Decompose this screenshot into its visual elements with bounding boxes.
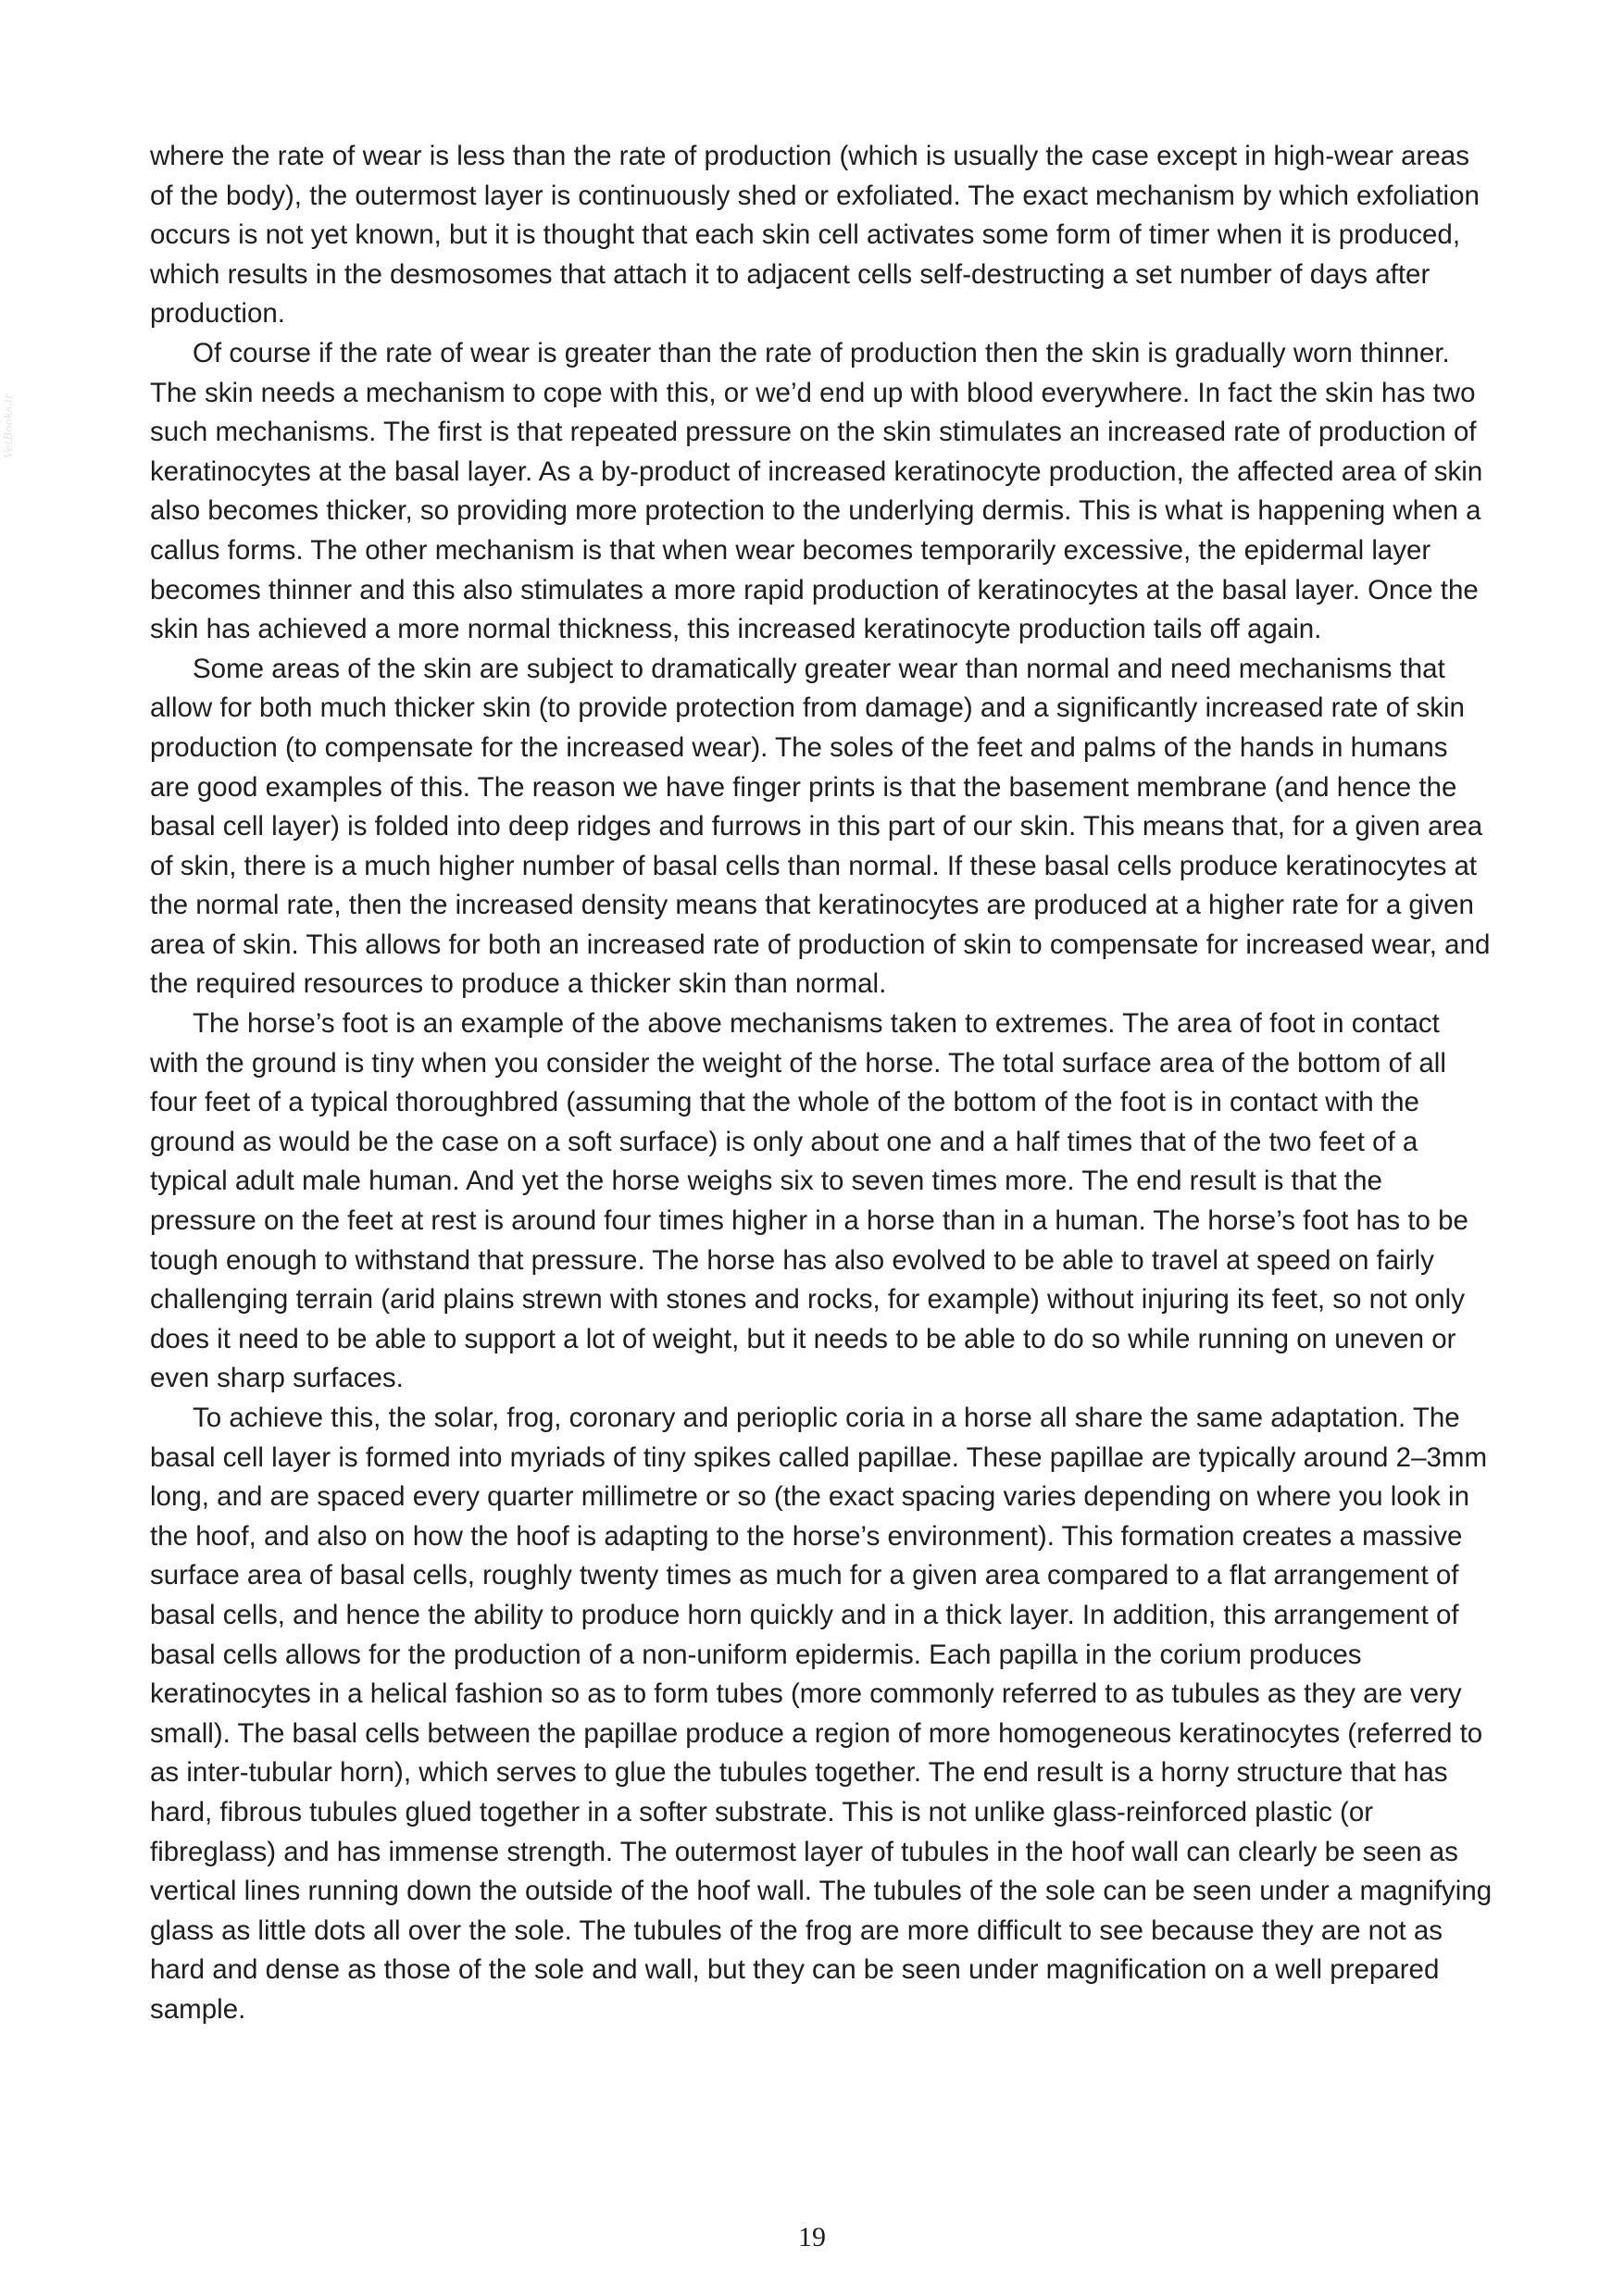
paragraph: Some areas of the skin are subject to dramatically greater wear than normal and need mechanisms that allow for both much thicker skin (to provide protection from damage) and a significantly increased rate of skin production (to compensate for the increased wear). The soles of the feet and palms of the hands in humans are good examples of this. The reason we have finger prints is that the basement membrane (and hence the basal cell layer) is folded into deep ridges and furrows in this part of our skin. This means that, for a given area of skin, there is a much higher number of basal cells than normal. If these basal cells produce keratinocytes at the normal rate, then the increased density means that keratinocytes are produced at a higher rate for a given area of skin. This allows for both an increased rate of production of skin to compensate for increased wear, and the required resources to produce a thicker skin than normal. [150,653,1491,1000]
page-number: 19 [798,2222,826,2252]
paragraph: The horse’s foot is an example of the above mechanisms taken to extremes. The area of foot in contact with the ground is tiny when you consider the weight of the horse. The total surface area of the bottom of all four feet of a typical thoroughbred (assuming that the whole of the bottom of the foot is in contact with the ground as would be the case on a soft surface) is only about one and a half times that of the two feet of a typical adult male human. And yet the horse weighs six to seven times more. The end result is that the pressure on the feet at rest is around four times higher in a horse than in a human. The horse’s foot has to be tough enough to withstand that pressure. The horse has also evolved to be able to travel at speed on fairly challenging terrain (arid plains strewn with stones and rocks, for example) without injuring its feet, so not only does it need to be able to support a lot of weight, but it needs to be able to do so while running on uneven or even sharp surfaces. [150,1008,1468,1394]
paragraph: To achieve this, the solar, frog, coronary and perioplic coria in a horse all share the same adaptation. The basal cell layer is formed into myriads of tiny spikes called papillae. These papillae are typically around 2–3mm long, and are spaced every quarter millimetre or so (the exact spacing varies depending on where you look in the hoof, and also on how the hoof is adapting to the horse’s environment). This formation creates a massive surface area of basal cells, roughly twenty times as much for a given area compared to a flat arrangement of basal cells, and hence the ability to produce horn quickly and in a thick layer. In addition, this arrangement of basal cells allows for the production of a non-uniform epidermis. Each papilla in the corium produces keratinocytes in a helical fashion so as to form tubes (more commonly referred to as tubules as they are very small). The basal cells between the papillae produce a region of more homogeneous keratinocytes (referred to as inter-tubular horn), which serves to glue the tubules together. The end result is a horny structure that has hard, fibrous tubules glued together in a softer substrate. This is not unlike glass-reinforced plastic (or fibreglass) and has immense strength. The outermost layer of tubules in the hoof wall can clearly be seen as vertical lines running down the outside of the hoof wall. The tubules of the sole can be seen under a magnifying glass as little dots all over the sole. The tubules of the frog are more difficult to see because they are not as hard and dense as those of the sole and wall, but they can be seen under magnification on a well prepared sample. [150,1403,1493,2025]
paragraph-continued: where the rate of wear is less than the rate of production (which is usually the case except in high-wear areas of the body), the outermost layer is continuously shed or exfoliated. The exact mechanism by which exfoliation occurs is not yet known, but it is thought that each skin cell activates some form of timer when it is produced, which results in the desmosomes that attach it to adjacent cells self-destructing a set number of days after production. [150,141,1480,330]
watermark: VetBooks.ir [2,393,15,458]
body-text [150,137,1493,2030]
paragraph: Of course if the rate of wear is greater than the rate of production then the skin is gradually worn thinner. The skin needs a mechanism to cope with this, or we’d end up with blood everywhere. In fact the skin has two such mechanisms. The first is that repeated pressure on the skin stimulates an increased rate of production of keratinocytes at the basal layer. As a by-product of increased keratinocyte production, the affected area of skin also becomes thicker, so providing more protection to the underlying dermis. This is what is happening when a callus forms. The other mechanism is that when wear becomes temporarily excessive, the epidermal layer becomes thinner and this also stimulates a more rapid production of keratinocytes at the basal layer. Once the skin has achieved a more normal thickness, this increased keratinocyte production tails off again. [150,337,1483,645]
